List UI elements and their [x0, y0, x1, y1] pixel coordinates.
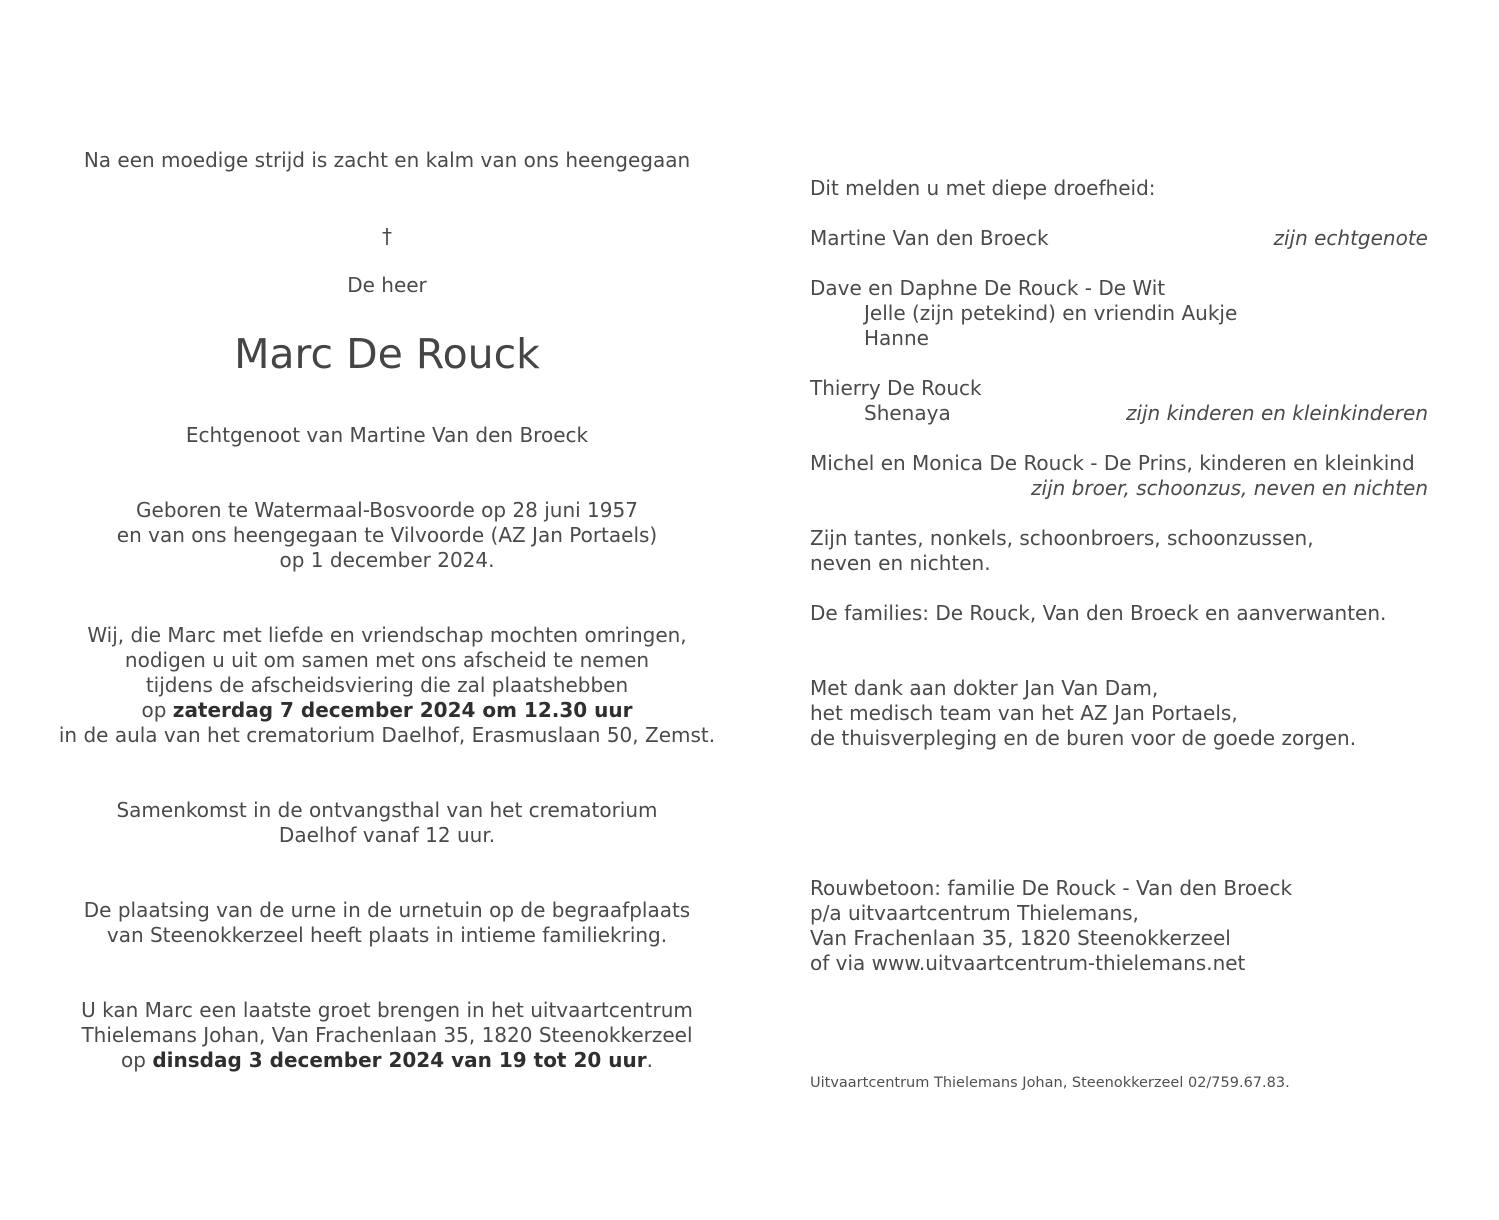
- relatives-entry: [810, 526, 1428, 576]
- thanks-line: het medisch team van het AZ Jan Portaels,: [810, 701, 1238, 725]
- salutation-text: De heer: [347, 273, 427, 297]
- gathering-line: Samenkomst in de ontvangsthal van het crematorium: [116, 798, 658, 822]
- intro-line: [37, 148, 737, 173]
- children-relation: zijn kinderen en kleinkinderen: [1125, 401, 1428, 425]
- urn-placement-info: [37, 898, 737, 948]
- spouse-entry: [810, 226, 1428, 251]
- spouse-relation: zijn echtgenote: [1273, 226, 1428, 250]
- invitation-line: nodigen u uit om samen met ons afscheid te nemen: [124, 648, 650, 672]
- visitation-line: Thielemans Johan, Van Frachenlaan 35, 1820 Steenokkerzeel: [81, 1023, 693, 1047]
- thanks-line: de thuisverpleging en de buren voor de goede zorgen.: [810, 726, 1357, 750]
- birth-death-info: [37, 498, 737, 573]
- salutation: [37, 273, 737, 298]
- urn-line: De plaatsing van de urne in de urnetuin op de begraafplaats: [83, 898, 691, 922]
- condolences-address: [810, 876, 1428, 976]
- invitation-line: Wij, die Marc met liefde en vriendschap mochten omringen,: [87, 623, 687, 647]
- visitation-line: U kan Marc een laatste groet brengen in het uitvaartcentrum: [81, 998, 693, 1022]
- right-column: [810, 0, 1428, 1220]
- gathering-line: Daelhof vanaf 12 uur.: [278, 823, 496, 847]
- grandchild-row: [810, 401, 1428, 426]
- death-date-line: op 1 december 2024.: [279, 548, 495, 572]
- gathering-info: [37, 798, 737, 848]
- invitation-line: tijdens de afscheidsviering die zal plaatshebben: [145, 673, 629, 697]
- sibling-entry: [810, 451, 1428, 501]
- intro-text: Na een moedige strijd is zacht en kalm van ons heengegaan: [83, 148, 691, 172]
- visitation-date: dinsdag 3 december 2024 van 19 tot 20 uur: [152, 1048, 647, 1072]
- cross-glyph: †: [382, 224, 392, 248]
- spouse-line-text: Echtgenoot van Martine Van den Broeck: [185, 423, 589, 447]
- ceremony-date-line: [37, 698, 737, 723]
- condolences-line: Van Frachenlaan 35, 1820 Steenokkerzeel: [810, 926, 1231, 950]
- families-text: De families: De Rouck, Van den Broeck en aanverwanten.: [810, 601, 1387, 625]
- spouse-name: Martine Van den Broeck: [810, 226, 1049, 250]
- families-entry: [810, 601, 1428, 626]
- child-entry: [810, 276, 1428, 351]
- thanks-line: Met dank aan dokter Jan Van Dam,: [810, 676, 1159, 700]
- ceremony-location: in de aula van het crematorium Daelhof, Erasmuslaan 50, Zemst.: [58, 723, 716, 747]
- funeral-home-footer: [810, 1074, 1428, 1092]
- ceremony-date-prefix: op: [141, 698, 167, 722]
- spouse-line: [37, 423, 737, 448]
- birth-line: Geboren te Watermaal-Bosvoorde op 28 juni 1957: [136, 498, 638, 522]
- condolences-line: p/a uitvaartcentrum Thielemans,: [810, 901, 1139, 925]
- death-place-line: en van ons heengegaan te Vilvoorde (AZ Jan Portaels): [116, 523, 658, 547]
- ceremony-invitation: [37, 623, 737, 748]
- child-name: Thierry De Rouck: [810, 376, 982, 400]
- relatives-line: neven en nichten.: [810, 551, 991, 575]
- visitation-date-suffix: .: [646, 1048, 653, 1072]
- visitation-date-line: [37, 1048, 737, 1073]
- grandchild-name: Hanne: [864, 326, 929, 350]
- cross-icon: [37, 224, 737, 249]
- child-name: Dave en Daphne De Rouck - De Wit: [810, 276, 1166, 300]
- visitation-info: [37, 998, 737, 1073]
- child-entry: [810, 376, 1428, 426]
- funeral-home-text: Uitvaartcentrum Thielemans Johan, Steenokkerzeel 02/759.67.83.: [810, 1075, 1290, 1091]
- spouse-row: [810, 226, 1428, 251]
- grandchild-name: Shenaya: [864, 401, 951, 425]
- relatives-line: Zijn tantes, nonkels, schoonbroers, schoonzussen,: [810, 526, 1314, 550]
- announcement: [810, 176, 1428, 201]
- deceased-name: [37, 329, 737, 379]
- sibling-name: Michel en Monica De Rouck - De Prins, kinderen en kleinkind: [810, 451, 1415, 475]
- urn-line: van Steenokkerzeel heeft plaats in intieme familiekring.: [106, 923, 668, 947]
- condolences-line: Rouwbetoon: familie De Rouck - Van den Broeck: [810, 876, 1293, 900]
- announcement-text: Dit melden u met diepe droefheid:: [810, 176, 1156, 200]
- grandchild-name: Jelle (zijn petekind) en vriendin Aukje: [864, 301, 1238, 325]
- ceremony-date: zaterdag 7 december 2024 om 12.30 uur: [172, 698, 633, 722]
- thanks-section: [810, 676, 1428, 751]
- visitation-date-prefix: op: [121, 1048, 146, 1072]
- condolences-website: of via www.uitvaartcentrum-thielemans.net: [810, 951, 1246, 975]
- deceased-name-text: Marc De Rouck: [234, 330, 540, 378]
- sibling-relation: zijn broer, schoonzus, neven en nichten: [1031, 476, 1428, 500]
